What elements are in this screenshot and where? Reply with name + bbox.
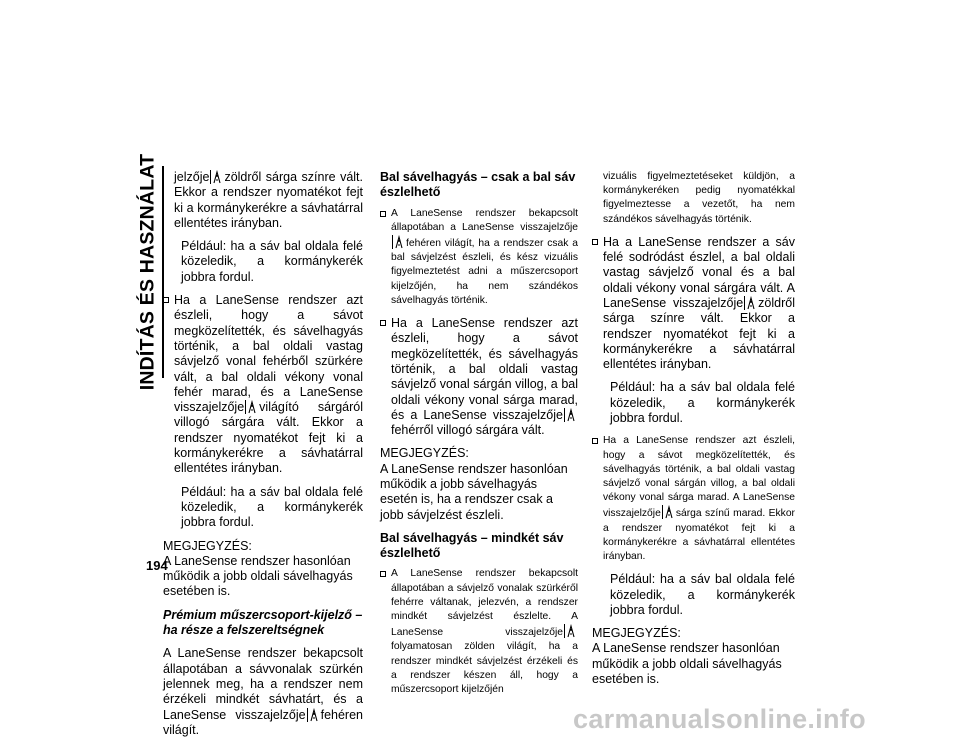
checkbox-bullet-icon [592, 239, 598, 245]
note-label: MEGJEGYZÉS: [380, 446, 469, 461]
note-text: A LaneSense rendszer hasonlóan működik a jobb oldali sávelhagyás esetében is. [163, 553, 353, 599]
checkbox-bullet-icon [380, 211, 386, 217]
note-text: A LaneSense rendszer hasonlóan működik a jobb oldali sávelhagyás esetében is. [592, 641, 782, 686]
lanesense-indicator-icon [245, 400, 258, 414]
column-3 [592, 170, 795, 695]
page-number: 194 [146, 558, 168, 573]
note-label: MEGJEGYZÉS: [592, 626, 681, 641]
note-label: MEGJEGYZÉS: [163, 538, 252, 553]
list-item: A LaneSense rendszer bekapcsolt állapotában a sávjelző vonalak szürkéről fehérre váltanak, jelezvén, a rendszer mindkét sávjelzést észlelte. A LaneSense visszajelzője folyamatosan zölden világít, ha a rendszer mindkét sávjelzést érzékeli és a rendszer készen áll, hogy a műszercsoport kijelzőjén [380, 567, 578, 697]
section-title-text: INDÍTÁS ÉS HASZNÁLAT [136, 153, 159, 391]
list-item: Ha a LaneSense rendszer azt észleli, hogy a sávot megközelítették, és sávelhagyás történik, a bal oldali vastag sávjelző vonal sárgán villog, a bal oldali vékony vonal sárga marad. A LaneSense visszajelzője sárga színű marad. Ekkor a rendszer nyomatékot fejt ki a kormánykerékre a sávhatárral ellentétes irányban. [592, 434, 795, 564]
column-1 [163, 170, 363, 746]
example-paragraph: Például: ha a sáv bal oldala felé közeledik, a kormánykerék jobbra fordul. [610, 380, 795, 426]
list-item: Ha a LaneSense rendszer a sáv felé sodródást észlel, a bal oldali vastag sávjelző vonal és a bal oldali vékony vonal sárgára vált. A LaneSense visszajelzője zöldről sárga színre vált. Ekkor a rendszer nyomatékot fejt ki a kormánykerékre a sávhatárral ellentétes irányban. [592, 235, 795, 373]
lanesense-indicator-icon [662, 505, 675, 519]
left-lane-only-heading: Bal sávelhagyás – csak a bal sáv észlelhető [380, 170, 576, 200]
watermark-text: carmanualsonline.info [573, 704, 866, 734]
example-paragraph: Például: ha a sáv bal oldala felé közeledik, a kormánykerék jobbra fordul. [181, 239, 363, 284]
premium-paragraph: A LaneSense rendszer bekapcsolt állapotában a sávvonalak szürkén jelennek meg, ha a rendszer nem érzékeli mindkét sávhatárt, és a LaneSense visszajelzője fehéren világít. [163, 646, 363, 737]
continued-paragraph: jelzője zöldről sárga színre vált. Ekkor a rendszer nyomatékot fejt ki a kormánykerékre a sávhatárral ellentétes irányban. [174, 170, 363, 230]
continued-paragraph: vizuális figyelmeztetéseket küldjön, a kormánykeréken pedig nyomatékkal figyelmeztesse a vezetőt, ha nem szándékos sávelhagyás történik. [603, 171, 795, 225]
section-side-title [136, 153, 159, 391]
lanesense-indicator-icon [307, 708, 320, 722]
example-paragraph: Például: ha a sáv bal oldala felé közeledik, a kormánykerék jobbra fordul. [610, 572, 795, 617]
checkbox-bullet-icon [380, 571, 386, 577]
list-item: Ha a LaneSense rendszer azt észleli, hogy a sávot megközelítették, és sávelhagyás történik, a bal oldali vastag sávjelző vonal sárgán villog, a bal oldali vékony vonal sárga marad, és a LaneSense visszajelzője fehérről villogó sárgára vált. [380, 316, 578, 438]
premium-cluster-heading: Prémium műszercsoport-kijelző – ha része a felszereltségnek [163, 607, 363, 638]
list-item: A LaneSense rendszer bekapcsolt állapotában a LaneSense visszajelzője fehéren világít, ha a rendszer csak a bal sávjelzést észleli, és kész vizuális figyelmeztetést adni a műszercsoport kijelzőjén, ha nem szándékos sávelhagyás történik. [380, 207, 578, 308]
lanesense-indicator-icon [210, 170, 223, 184]
checkbox-bullet-icon [592, 438, 598, 444]
checkbox-bullet-icon [380, 320, 386, 326]
lanesense-indicator-icon [744, 296, 757, 310]
both-lanes-heading: Bal sávelhagyás – mindkét sáv észlelhető [380, 530, 564, 561]
list-item: Ha a LaneSense rendszer azt észleli, hogy a sávot megközelítették, és sávelhagyás történik, a bal oldali vastag sávjelző vonal fehérből szürkére vált, a bal oldali vékony vonal fehér marad, és a LaneSense visszajelzője világító sárgáról villogó sárgára vált. Ekkor a rendszer nyomatékot fejt ki a kormánykerékre a sávhatárral ellentétes irányban. [163, 293, 363, 477]
lanesense-indicator-icon [564, 624, 577, 638]
note-text: A LaneSense rendszer hasonlóan működik a jobb sávelhagyás esetén is, ha a rendszer csak a jobb sávjelzést észleli. [380, 461, 568, 522]
column-2 [380, 170, 578, 705]
lanesense-indicator-icon [564, 408, 577, 422]
lanesense-indicator-icon [392, 235, 405, 249]
checkbox-bullet-icon [163, 297, 169, 303]
example-paragraph: Például: ha a sáv bal oldala felé közeledik, a kormánykerék jobbra fordul. [181, 484, 363, 530]
